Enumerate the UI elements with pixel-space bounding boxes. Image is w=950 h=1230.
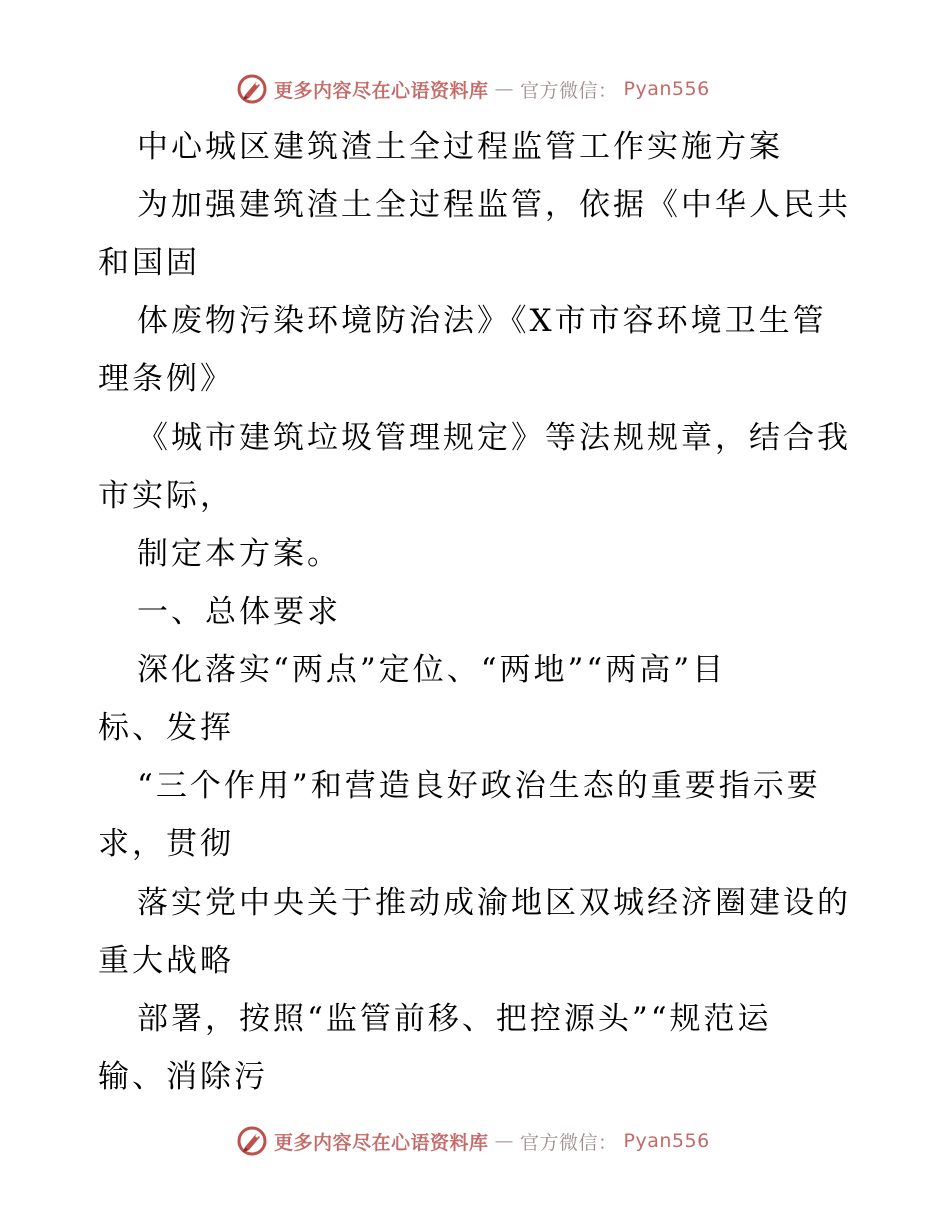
- watermark-brand: 更多内容尽在心语资料库: [274, 1131, 489, 1154]
- paragraph-line: “三个作用”和营造良好政治生态的重要指示要: [137, 768, 821, 804]
- watermark-brand: 更多内容尽在心语资料库: [274, 79, 489, 102]
- watermark-dash: —: [494, 1130, 515, 1152]
- footer-watermark: [236, 1124, 710, 1158]
- paragraph-line: 深化落实“两点”定位、“两地”“两高”目: [137, 652, 727, 688]
- watermark-wechat-id: Pyan556: [623, 1130, 710, 1152]
- pen-logo-icon: [236, 1125, 268, 1157]
- paragraph-line: 求，贯彻: [98, 826, 234, 862]
- paragraph-line: 市实际，: [98, 478, 234, 514]
- paragraph-line: 输、消除污: [98, 1059, 268, 1095]
- watermark-official-label: 官方微信：: [520, 1131, 618, 1154]
- paragraph-line: 为加强建筑渣土全过程监管，依据《中华人民共: [137, 187, 851, 223]
- document-title: 中心城区建筑渣土全过程监管工作实施方案: [137, 129, 783, 165]
- paragraph-line: 和国固: [98, 245, 200, 281]
- paragraph-line: 理条例》: [98, 361, 234, 397]
- pen-logo-icon: [236, 73, 268, 105]
- paragraph-line: 部署，按照“监管前移、把控源头”“规范运: [137, 1001, 772, 1037]
- paragraph-line: 《城市建筑垃圾管理规定》等法规规章，结合我: [137, 420, 851, 456]
- paragraph-line: 体废物污染环境防治法》《X市市容环境卫生管: [137, 303, 827, 339]
- paragraph-line: 标、发挥: [98, 710, 234, 746]
- watermark-dash: —: [494, 78, 515, 100]
- watermark-official-label: 官方微信：: [520, 79, 618, 102]
- section-heading: 一、总体要求: [137, 594, 341, 630]
- header-watermark: [236, 72, 710, 106]
- paragraph-line: 落实党中央关于推动成渝地区双城经济圈建设的: [137, 885, 851, 921]
- paragraph-line: 制定本方案。: [137, 536, 341, 572]
- watermark-wechat-id: Pyan556: [623, 78, 710, 100]
- paragraph-line: 重大战略: [98, 943, 234, 979]
